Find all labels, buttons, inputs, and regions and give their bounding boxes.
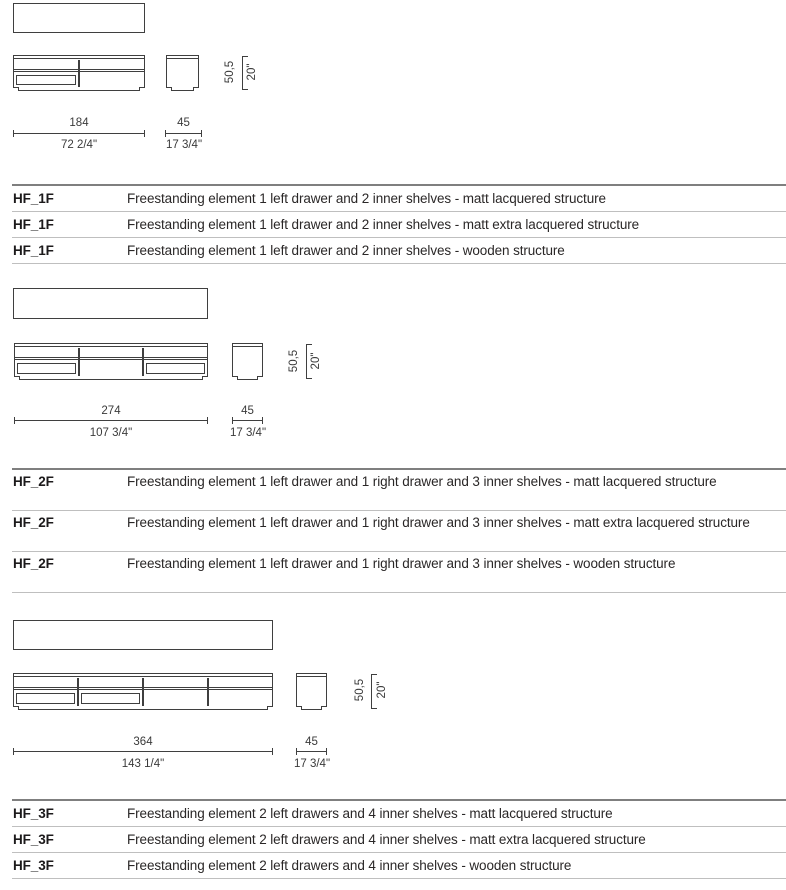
product-table [12,184,786,264]
shelf-line [80,357,143,360]
product-code: HF_2F [13,515,54,530]
depth-dimension-line [232,420,263,421]
compartment [207,678,272,706]
width-dimension-line [13,751,273,752]
height-in-label: 20" [376,681,388,699]
width-in-label: 143 1/4" [121,758,165,770]
product-row [12,552,786,593]
plan-view [13,620,273,650]
top-panel-line [167,56,198,59]
shelf-line [14,687,77,690]
product-code: HF_1F [13,243,54,258]
width-dimension-line [14,420,208,421]
height-dimension-line [371,674,372,709]
product-row [12,827,786,853]
compartment [78,60,144,87]
top-panel-line [233,344,262,347]
depth-in-label: 17 3/4" [293,758,331,770]
top-panel-line [14,56,144,59]
product-description: Freestanding element 1 left drawer and 2 inner shelves - matt extra lacquered structure [127,217,640,232]
product-row [12,470,786,511]
height-dimension-line [306,344,307,379]
product-row [12,212,786,238]
height-cm-label: 50,5 [354,678,366,702]
drawer [16,693,75,704]
product-description: Freestanding element 2 left drawers and 4 inner shelves - matt extra lacquered structure [127,832,646,847]
product-row [12,853,786,879]
width-dimension-line [13,133,145,134]
product-code: HF_1F [13,191,54,206]
product-description: Freestanding element 1 left drawer and 1 right drawer and 3 inner shelves - matt extra lacquered structure [127,515,750,530]
depth-in-label: 17 3/4" [229,427,267,439]
front-view [14,343,208,377]
width-in-label: 72 2/4" [60,139,98,151]
product-row [12,801,786,827]
shelf-line [79,687,142,690]
plinth [18,87,140,91]
product-description: Freestanding element 1 left drawer and 1 right drawer and 3 inner shelves - wooden structure [127,556,676,571]
plinth [18,706,268,710]
product-row [12,511,786,552]
shelf-line [80,69,144,72]
plan-view [13,3,145,33]
plinth [19,376,203,380]
compartment [78,348,143,376]
side-view [296,673,327,707]
shelf-line [15,357,78,360]
width-cm-label: 274 [101,405,121,417]
plinth [171,87,194,91]
compartment [142,678,207,706]
shelf-line [144,357,207,360]
product-description: Freestanding element 1 left drawer and 1 right drawer and 3 inner shelves - matt lacquered structure [127,474,717,489]
product-row [12,186,786,212]
plinth [237,376,258,380]
compartment [14,60,78,87]
height-dimension-line [242,56,243,90]
plan-view [13,288,208,319]
product-description: Freestanding element 1 left drawer and 2 inner shelves - matt lacquered structure [127,191,606,206]
top-panel-line [14,674,272,677]
shelf-line [209,687,272,690]
product-code: HF_3F [13,858,54,873]
width-cm-label: 184 [69,117,89,129]
drawer [16,75,76,85]
top-panel-line [15,344,207,347]
top-panel-line [297,674,326,677]
side-view [232,343,263,377]
height-in-label: 20" [310,352,322,370]
plinth [301,706,322,710]
depth-cm-label: 45 [177,117,190,129]
carcass [14,60,144,87]
shelf-line [144,687,207,690]
compartment [77,678,142,706]
compartment [14,678,77,706]
compartment [142,348,207,376]
depth-in-label: 17 3/4" [165,139,203,151]
shelf-line [14,69,78,72]
carcass [14,678,272,706]
width-in-label: 107 3/4" [89,427,133,439]
height-cm-label: 50,5 [224,60,236,84]
product-table [12,468,786,593]
product-description: Freestanding element 2 left drawers and 4 inner shelves - matt lacquered structure [127,806,613,821]
drawer [17,363,76,374]
product-code: HF_3F [13,806,54,821]
product-code: HF_2F [13,474,54,489]
side-view [166,55,199,88]
depth-cm-label: 45 [305,736,318,748]
front-view [13,55,145,88]
width-cm-label: 364 [133,736,153,748]
product-description: Freestanding element 1 left drawer and 2 inner shelves - wooden structure [127,243,565,258]
product-description: Freestanding element 2 left drawers and 4 inner shelves - wooden structure [127,858,572,873]
depth-cm-label: 45 [241,405,254,417]
depth-dimension-line [165,133,202,134]
product-code: HF_3F [13,832,54,847]
drawer [146,363,205,374]
compartment [15,348,78,376]
height-cm-label: 50,5 [288,349,300,373]
product-code: HF_1F [13,217,54,232]
product-row [12,238,786,264]
carcass [15,348,207,376]
height-in-label: 20" [246,63,258,81]
product-table [12,799,786,879]
depth-dimension-line [296,751,327,752]
drawer [81,693,140,704]
front-view [13,673,273,707]
product-code: HF_2F [13,556,54,571]
